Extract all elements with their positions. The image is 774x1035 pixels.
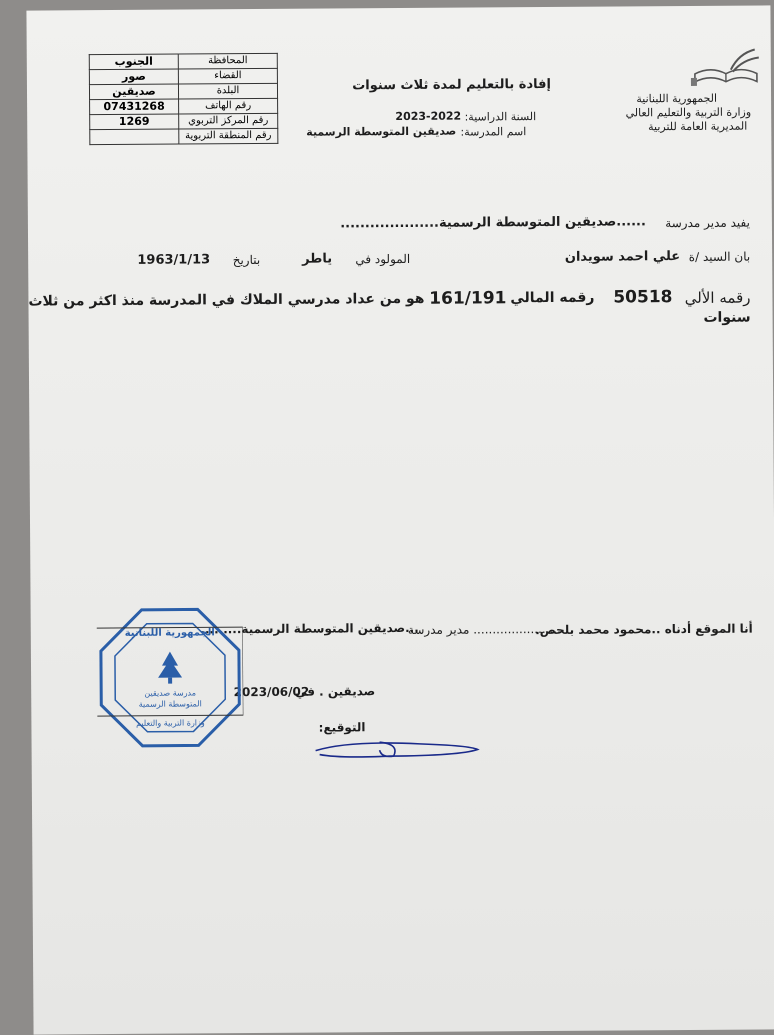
place-date-prefix: صديقين . في (294, 684, 376, 699)
governorate-value: الجنوب (89, 54, 178, 70)
region-number-label: رقم المنطقة التربوية (179, 128, 278, 144)
ministry-text: وزارة التربية والتعليم العالي (625, 105, 752, 120)
stamp-inner-line1: مدرسة صديقين (144, 688, 197, 698)
school-label: اسم المدرسة: (460, 125, 527, 139)
table-row (90, 128, 278, 144)
auto-number-label: رقمه الألي (684, 288, 751, 308)
center-number-value: 1269 (90, 114, 179, 130)
school-value: صديقين المتوسطة الرسمية (306, 124, 457, 139)
table-row (89, 68, 277, 84)
statement-text: هو من عداد مدرسي الملاك في المدرسة منذ اكثر من ثلاث (28, 290, 425, 310)
school-stamp (97, 605, 244, 750)
town-label: البلدة (178, 83, 277, 99)
center-number-label: رقم المركز التربوي (179, 113, 278, 129)
region-number-value (90, 129, 179, 145)
issue-date: 2023/06/02 (233, 684, 310, 700)
district-value: صور (89, 69, 178, 85)
phone-label: رقم الهاتف (179, 98, 278, 114)
birth-date: 1963/1/13 (137, 252, 211, 268)
directorate-text: المديرية العامة للتربية (648, 119, 748, 134)
district-label: القضاء (178, 68, 277, 84)
stamp-bottom-text: وزارة التربية والتعليم (136, 718, 205, 728)
signer-role: ........................ مدير مدرسة (407, 621, 565, 637)
birth-place: ياطر (302, 251, 333, 267)
table-row (89, 53, 277, 69)
statement-continuation: سنوات (703, 309, 751, 326)
stamp-inner-line2: المتوسطة الرسمية (138, 699, 202, 709)
intro-prefix: يفيد مدير مدرسة (665, 215, 750, 231)
signer-line: أنا الموقع أدناه ..محمود محمد بلحص. (535, 621, 753, 638)
table-row (90, 113, 278, 129)
table-row (89, 83, 277, 99)
document-page (26, 5, 774, 1034)
republic-text: الجمهورية اللبنانية (636, 91, 718, 106)
financial-number-value: 161/191 (429, 288, 507, 309)
governorate-label: المحافظة (178, 53, 277, 69)
year-value: 2023-2022 (395, 109, 462, 124)
info-table (89, 53, 279, 145)
town-value: صديقين (89, 84, 178, 100)
book-logo-icon (687, 43, 765, 88)
born-label: المولود في (355, 251, 411, 267)
date-label: بتاريخ (232, 252, 261, 268)
stamp-top-text: الجمهورية اللبنانية (124, 627, 215, 639)
auto-number-value: 50518 (613, 287, 673, 308)
year-label: السنة الدراسية: (464, 110, 537, 124)
signature-mark (310, 735, 482, 764)
intro-school: ......صديقين المتوسطة الرسمية.................... (340, 214, 646, 232)
mr-label: بان السيد /ة (688, 249, 751, 264)
table-row (90, 98, 278, 114)
phone-value: 07431268 (90, 99, 179, 115)
financial-number-label: رقمه المالي (510, 289, 595, 307)
signature-label: التوقيع: (318, 720, 366, 735)
document-title: إفادة بالتعليم لمدة ثلاث سنوات (352, 76, 552, 94)
signer-school: ...صديقين المتوسطة الرسمية......... (200, 620, 419, 637)
teacher-name: علي احمد سويدان (564, 249, 681, 265)
